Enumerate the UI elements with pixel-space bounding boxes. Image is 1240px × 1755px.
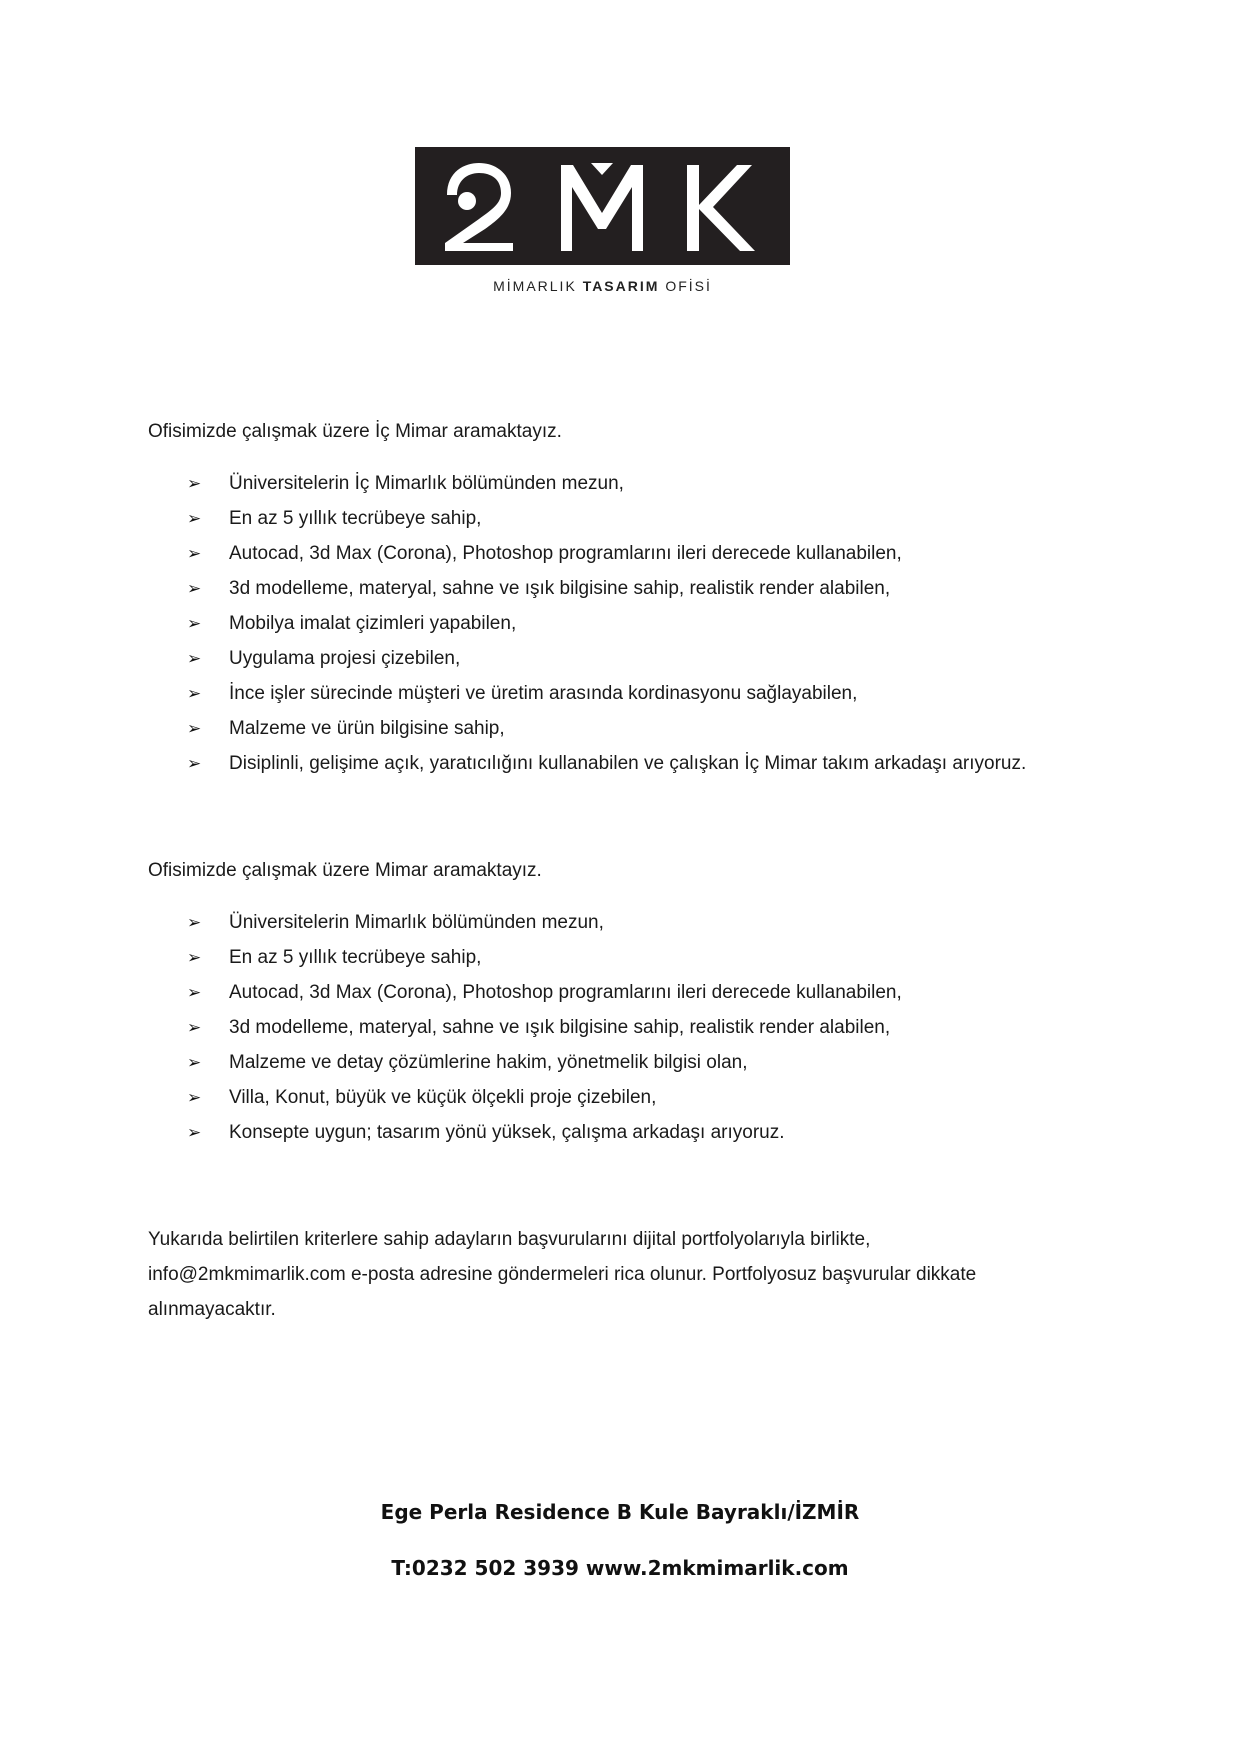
list-item: ➢ Mobilya imalat çizimleri yapabilen, — [148, 606, 1108, 641]
list-item: ➢ Autocad, 3d Max (Corona), Photoshop programlarını ileri derecede kullanabilen, — [148, 975, 1108, 1010]
list-item: ➢ 3d modelleme, materyal, sahne ve ışık bilgisine sahip, realistik render alabilen, — [148, 571, 1108, 606]
arrow-bullet-icon: ➢ — [187, 474, 202, 493]
arrow-bullet-icon: ➢ — [187, 1123, 202, 1142]
list-item: ➢ Konsepte uygun; tasarım yönü yüksek, çalışma arkadaşı arıyoruz. — [148, 1115, 1108, 1150]
list-item: ➢ En az 5 yıllık tecrübeye sahip, — [148, 940, 1108, 975]
section-architect — [148, 853, 1108, 1150]
list-item: ➢ Autocad, 3d Max (Corona), Photoshop programlarını ileri derecede kullanabilen, — [148, 536, 1108, 571]
arrow-bullet-icon: ➢ — [187, 754, 202, 773]
footer-address: Ege Perla Residence B Kule Bayraklı/İZMİR — [380, 1500, 860, 1524]
footer-contact: T:0232 502 3939 www.2mkmimarlik.com — [391, 1556, 849, 1580]
list-item: ➢ Malzeme ve detay çözümlerine hakim, yönetmelik bilgisi olan, — [148, 1045, 1108, 1080]
arrow-bullet-icon: ➢ — [187, 913, 202, 932]
list-item: ➢ Disiplinli, gelişime açık, yaratıcılığını kullanabilen ve çalışkan İç Mimar takım arkadaşı arıyoruz. — [148, 746, 1108, 781]
section-interior-architect — [148, 414, 1108, 781]
list-item: ➢ Üniversitelerin Mimarlık bölümünden mezun, — [148, 905, 1108, 940]
arrow-bullet-icon: ➢ — [187, 1018, 202, 1037]
arrow-bullet-icon: ➢ — [187, 614, 202, 633]
list-item: ➢ Üniversitelerin İç Mimarlık bölümünden mezun, — [148, 466, 1108, 501]
arrow-bullet-icon: ➢ — [187, 579, 202, 598]
logo-mark — [415, 147, 790, 265]
arrow-bullet-icon: ➢ — [187, 719, 202, 738]
arrow-bullet-icon: ➢ — [187, 509, 202, 528]
paragraph-line: Yukarıda belirtilen kriterlere sahip adayların başvurularını dijital portfolyolarıyla birlikte, — [148, 1229, 871, 1250]
list-item: ➢ En az 5 yıllık tecrübeye sahip, — [148, 501, 1108, 536]
section-intro: Ofisimizde çalışmak üzere Mimar aramaktayız. — [148, 860, 542, 881]
requirements-list — [148, 466, 1108, 781]
arrow-bullet-icon: ➢ — [187, 1053, 202, 1072]
list-item: ➢ Malzeme ve ürün bilgisine sahip, — [148, 711, 1108, 746]
list-item: ➢ 3d modelleme, materyal, sahne ve ışık bilgisine sahip, realistik render alabilen, — [148, 1010, 1108, 1045]
arrow-bullet-icon: ➢ — [187, 649, 202, 668]
closing-paragraph — [148, 1222, 1108, 1327]
requirements-list — [148, 905, 1108, 1150]
arrow-bullet-icon: ➢ — [187, 948, 202, 967]
paragraph-line: info@2mkmimarlik.com e-posta adresine göndermeleri rica olunur. Portfolyosuz başvurular dikkate — [148, 1264, 977, 1285]
company-logo — [415, 147, 790, 299]
list-item: ➢ İnce işler sürecinde müşteri ve üretim arasında kordinasyonu sağlayabilen, — [148, 676, 1108, 711]
arrow-bullet-icon: ➢ — [187, 1088, 202, 1107]
section-intro: Ofisimizde çalışmak üzere İç Mimar aramaktayız. — [148, 421, 562, 442]
paragraph-line: alınmayacaktır. — [148, 1299, 276, 1320]
list-item: ➢ Villa, Konut, büyük ve küçük ölçekli proje çizebilen, — [148, 1080, 1108, 1115]
arrow-bullet-icon: ➢ — [187, 544, 202, 563]
arrow-bullet-icon: ➢ — [187, 684, 202, 703]
list-item: ➢ Uygulama projesi çizebilen, — [148, 641, 1108, 676]
arrow-bullet-icon: ➢ — [187, 983, 202, 1002]
logo-caption: MİMARLIK TASARIM OFİSİ — [493, 278, 712, 294]
